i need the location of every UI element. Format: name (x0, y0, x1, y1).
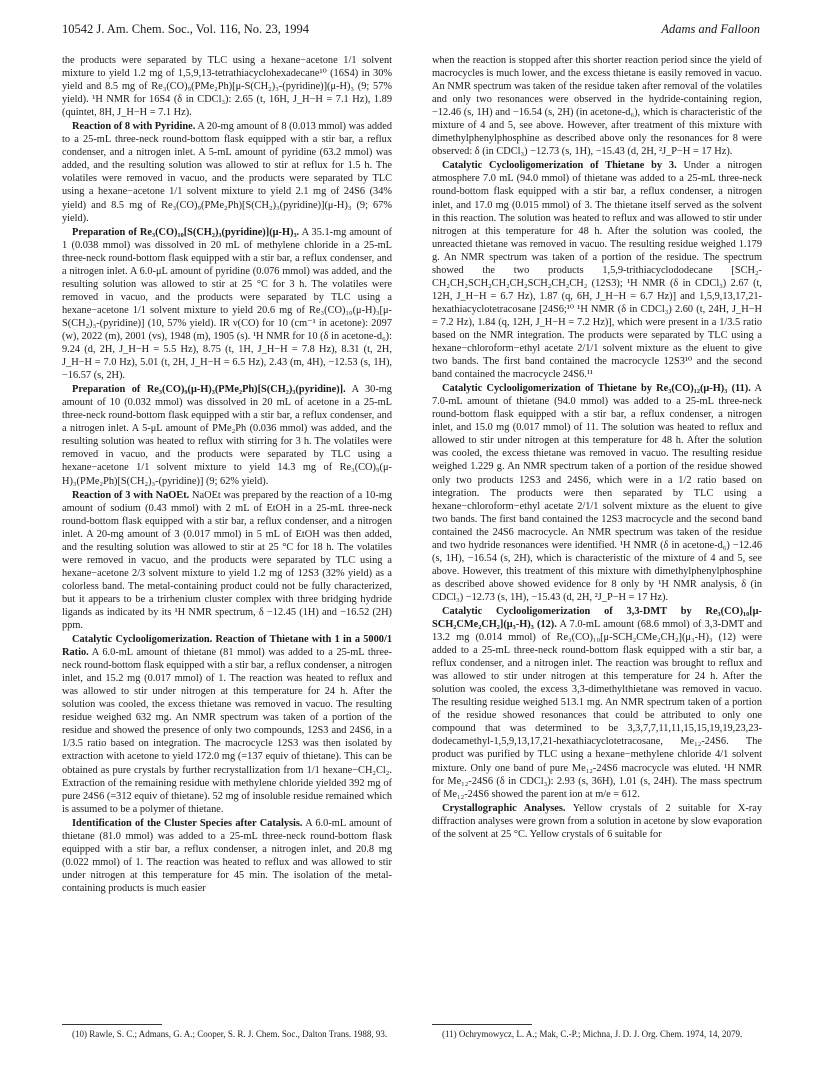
paragraph (62, 226, 392, 383)
paragraph (62, 120, 392, 224)
paragraph (62, 817, 392, 895)
paragraph (432, 382, 762, 604)
paragraph (432, 54, 762, 158)
paragraph (62, 54, 392, 119)
paragraph (432, 802, 762, 841)
authors-running-title: Adams and Falloon (661, 22, 760, 36)
paragraph (62, 489, 392, 633)
paragraph-text: A 6.0-mL amount of thietane (81 mmol) was added to a 25-mL three-neck round-bottom flask equipped with a stir bar, a reflux condenser, a nitrogen inlet, and 15.2 mg (0.017 mmol) of 1. The reaction was heated to reflux and was allowed to stir under nitrogen at this temperature for 24 h. After the solution was cooled, the excess thietane was removed in vacuo. The resulting residue weighed 632 mg. An NMR spectrum was taken of a portion of the residue and showed the presence of only two compounds, 12S3 and 24S6, in a 1/3.5 ratio based on integration. The macrocycle 12S3 was then isolated by extraction with acetone to yield 172.0 mg (=137 equiv of thietane). This can be obtained as pure crystals by further recrystallization from 1/1 hexane−CH₂Cl₂. Extraction of the remaining residue with methylene chloride yielded 392 mg of pure 24S6 (=312 equiv of thietane). 52 mg of insoluble residue remained which is assumed to be a polymer of thietane. (62, 647, 392, 815)
right-column (432, 54, 762, 842)
paragraph-text: when the reaction is stopped after this shorter reaction period since the yield of macrocycles is much lower, and the excess thietane is easily removed in vacuo. An NMR spectrum was taken of the residue taken after removal of the volatiles and only two resonances were observed in the hydride-containing region, −12.46 (s, 1H) and −16.54 (s, 2H) (in acetone-d₆), which is characteristic of the mixture of 4 and 5, see above. However, after treatment of this mixture with dimethylphenylphosphine as described above only the resonances for 8 were observed: δ (in CDCl₃) −12.73 (s, 1H), −15.43 (d, 2H, ²J_P−H = 17 Hz). (432, 55, 762, 158)
paragraph-text: A 7.0-mL amount (68.6 mmol) of 3,3-DMT and 13.2 mg (0.014 mmol) of Re₃(CO)₁₀[μ-SCH₂CMe₂CH₂](μ₃-H)₃ (12) were added to a 25-mL three-neck round-bottom flask equipped with a stir bar, a reflux condenser, and a nitrogen inlet. The reaction was brought to reflux and was allowed to stir under nitrogen at this temperature for 24 h. After the solution was cooled, the excess 3,3-dimethylthietane was removed in vacuo. The resulting residue weighed 513.1 mg. An NMR spectrum taken of a portion of the residue showed resonances that could be attributed to only one compound that was determined to be 3,3,7,7,11,11,15,15,19,19,23,23-dodecamethyl-1,5,9,13,17,21-hexathiacyclotetracosane, Me₁₂-24S6. The product was purified by TLC using a hexane−methylene chloride 4/1 solvent mixture. Only one band of pure Me₁₂-24S6 macrocycle was eluted. ¹H NMR for Me₁₂-24S6 (δ in CDCl₃): 2.93 (s, 36H), 1.01 (s, 24H). The mass spectrum of Me₁₂-24S6 showed the parent ion at m/e = 612. (432, 619, 762, 800)
paragraph-heading: Catalytic Cyclooligomerization of Thietane by 3. (442, 160, 677, 172)
footnote-10: (10) Rawle, S. C.; Admans, G. A.; Cooper, S. R. J. Chem. Soc., Dalton Trans. 1988, 93. (72, 1029, 388, 1039)
paragraph-heading: Identification of the Cluster Species after Catalysis. (72, 817, 303, 829)
paragraph-heading: Catalytic Cyclooligomerization of Thietane by Re₃(CO)₁₂(μ-H)₃ (11). (442, 383, 751, 395)
paragraph-heading: Preparation of Re₃(CO)₁₀[S(CH₂)₃(pyridine)](μ-H)₃. (72, 226, 300, 238)
paragraph-heading: Catalytic Cyclooligomerization. Reaction of Thietane with 1 in a 5000/1 Ratio. (62, 634, 392, 659)
paragraph-heading: Crystallographic Analyses. (442, 802, 566, 814)
paragraph (432, 159, 762, 381)
footnote-11: (11) Ochrymowycz, L. A.; Mak, C.-P.; Michna, J. D. J. Org. Chem. 1974, 14, 2079. (442, 1029, 743, 1039)
paragraph-heading: Catalytic Cyclooligomerization of 3,3-DMT by Re₃(CO)₁₀[μ-SCH₂CMe₂CH₂](μ₃-H)₃ (12). (432, 605, 762, 631)
paragraph-text: A 7.0-mL amount of thietane (94.0 mmol) was added to a 25-mL three-neck round-bottom flask equipped with a stir bar, a reflux condenser, a nitrogen inlet, and 15.0 mg (0.017 mmol) of 11. The solution was heated to reflux and allowed to stir under nitrogen at this temperature for 48 h. After the solution was cooled, the excess thietane was removed in vacuo. The resulting residue weighed 1.229 g. An NMR spectrum taken of a portion of the residue showed only two products 12S3 and 24S6, which were in a 1/2 ratio based on integration. The products were then separated by TLC using a hexane−chloroform−ethyl acetate 2/1/1 solvent mixture as the eluent to give two bands. The first band contained the 12S3 macrocycle and the second band contained the 24S6 macrocycle. An NMR spectrum was taken of the residue and two hydride resonances were identified. ¹H NMR (δ in acetone-d₆) −12.46 (s, 1H), −16.54 (s, 2H), which is characteristic of the mixture of 4 and 5, see above. However, this treatment of this mixture with dimethylphenylphosphine as described above showed evidence for 8 only by ¹H NMR analysis, δ (in CDCl₃) −12.73 (s, 1H), −15.43 (d, 2H, ²J_P−H = 17 Hz). (432, 383, 762, 603)
paragraph-heading: Reaction of 3 with NaOEt. (72, 489, 190, 501)
footnote-rule (432, 1024, 532, 1025)
footnote-right (432, 1024, 762, 1040)
paragraph-heading: Preparation of Re₃(CO)₉(μ-H)₃(PMe₂Ph)[S(CH₂)₃(pyridine)]. (72, 384, 346, 396)
footnote-rule (62, 1024, 162, 1025)
paragraph-text: Under a nitrogen atmosphere 7.0 mL (94.0 mmol) of thietane was added to a 25-mL three-neck round-bottom flask equipped with a stir bar, a reflux condenser, a nitrogen inlet, and 17.0 mg (0.015 mmol) of 3. The thietane itself served as the solvent in this reaction. The solution was heated to reflux and was allowed to stir under nitrogen at this temperature for 48 h. After the solution was cooled, the unreacted thietane was removed in vacuo. The resulting residue weighed 1.179 g. An NMR spectrum was taken of a portion of the residue. The spectrum showed the two products 1,5,9-trithiacyclododecane [SCH₂-CH₂CH₂SCH₂CH₂CH₂SCH₂CH₂CH₂ (12S3); ¹H NMR (δ in CDCl₃) 2.67 (t, 12H, J_H−H = 6.7 Hz), 1.87 (q, 6H, J_H−H = 6.7 Hz)] and 1,5,9,13,17,21-hexathiacyclotetracosane [24S6;¹⁰ ¹H NMR (δ in CDCl₃) 2.60 (t, 24H, J_H−H = 7.2 Hz), 1.84 (q, 12H, J_H−H = 7.2 Hz)], which were present in a 1/3.5 ratio based on the NMR integration. The products were separated by TLC using a hexane−chloroform−ethyl acetate 2/1/1 solvent mixture as the eluent to give two bands. The first band contained the macrocycle 12S3¹⁰ and the second band contained the macrocycle 24S6.¹¹ (432, 160, 762, 381)
paragraph-text: A 35.1-mg amount of 1 (0.038 mmol) was dissolved in 20 mL of methylene chloride in a 25-mL three-neck round-bottom flask equipped with a stir bar, a reflux condenser, and a nitrogen inlet. A 6.0-μL amount of pyridine (0.076 mmol) was added, and the resulting solution was allowed to stir at 25 °C for 3 h. The volatiles were removed in vacuo, and the products were separated by TLC using a hexane−acetone 1/1 solvent mixture to yield 20.6 mg of Re₃(CO)₁₀(μ-H)₃[μ-S(CH₂)₃-(pyridine)] (10, 57% yield). IR ν(CO) for 10 (cm⁻¹ in acetone): 2097 (w), 2022 (m), 2001 (vs), 1948 (m), 1905 (s). ¹H NMR for 10 (δ in acetone-d₆): 9.24 (d, 2H, J_H−H = 5.5 Hz), 8.75 (t, 1H, J_H−H = 7.8 Hz), 8.31 (t, 2H, J_H−H = 7.0 Hz), 5.01 (t, 2H, J_H−H = 6.5 Hz), 2.43 (m, 4H), −12.53 (s, 1H), −16.57 (s, 2H). (62, 226, 392, 382)
left-column (62, 54, 392, 896)
paragraph-text: NaOEt was prepared by the reaction of a 10-mg amount of sodium (0.43 mmol) with 2 mL of EtOH in a 25-mL three-neck round-bottom flask equipped with a stir bar, a reflux condenser, and a nitrogen inlet. A 20-mg amount of 3 (0.017 mmol) in 5 mL of EtOH was then added, and the resulting solution was allowed to stir at 25 °C for 18 h. The volatiles were removed in vacuo, and the products were separated by TLC using a hexane−acetone 2/3 solvent mixture to yield 1.2 mg of 12S3 (32% yield) as a colorless band. The metal-containing product could not be fully characterized, but it appears to be a trirhenium cluster complex with three bridging hydride ligands as indicated by its ¹H NMR spectrum, δ −12.45 (1H) and −16.52 (2H) ppm. (62, 489, 393, 632)
paragraph-text: A 20-mg amount of 8 (0.013 mmol) was added to a 25-mL three-neck round-bottom flask equipped with a stir bar, a reflux condenser, and a nitrogen inlet. A 5-mL amount of pyridine (63.2 mmol) was added, and the resulting solution was allowed to stir at reflux for 1.5 h. The volatiles were removed in vacuo, and the products were separated by TLC using a hexane−acetone 1/1 solvent mixture to yield 2.1 mg of 24S6 (34% yield) and 8.5 mg of Re₃(CO)₉(PMe₂Ph)[S(CH₂)₃(pyridine)](μ-H)₃ (9; 67% yield). (62, 121, 392, 224)
paragraph (62, 633, 392, 816)
paragraph-text: the products were separated by TLC using a hexane−acetone 1/1 solvent mixture to yield 1.2 mg of 1,5,9,13-tetrathiacyclohexadecane¹⁰ (16S4) in 30% yield and 8.5 mg of Re₃(CO)₉(PMe₂Ph)[μ-S(CH₂)₃-(pyridine)](μ-H)₃ (9; 57% yield). ¹H NMR for 16S4 (δ in CDCl₃): 2.65 (t, 16H, J_H−H = 7.1 Hz), 1.89 (quintet, 8H, J_H−H = 7.1 Hz). (62, 55, 392, 119)
paragraph-text: A 30-mg amount of 10 (0.032 mmol) was dissolved in 20 mL of acetone in a 25-mL three-neck round-bottom flask equipped with a stir bar, a reflux condenser, and a nitrogen inlet. A 5-μL amount of PMe₂Ph (0.036 mmol) was added, and the resulting solution was heated to reflux with stirring for 3 h. The volatiles were removed in vacuo, and the products were separated by TLC using a hexane−acetone 1/1 solvent mixture to yield 14.3 mg of Re₃(CO)₉(μ-H)₃(PMe₂Ph)[S(CH₂)₃-(pyridine)] (9; 62% yield). (62, 384, 392, 487)
paragraph (432, 605, 762, 801)
footnote-left (62, 1024, 392, 1040)
paragraph-text: Yellow crystals of 2 suitable for X-ray diffraction analyses were grown from a solution in acetone by slow evaporation of the solvent at 25 °C. Yellow crystals of 6 suitable for (432, 802, 762, 840)
paragraph (62, 383, 392, 487)
running-header (62, 22, 760, 42)
journal-citation: 10542 J. Am. Chem. Soc., Vol. 116, No. 23, 1994 (62, 22, 310, 36)
paragraph-text: A 6.0-mL amount of thietane (81.0 mmol) was added to a 25-mL three-neck round-bottom flask equipped with a stir bar, a reflux condenser, a nitrogen inlet, and 20.8 mg (0.022 mmol) of 1. The reaction was heated to reflux and was allowed to stir under nitrogen at this temperature for 45 min. The isolation of the metal-containing products is much easier (62, 817, 392, 894)
paragraph-heading: Reaction of 8 with Pyridine. (72, 121, 196, 133)
